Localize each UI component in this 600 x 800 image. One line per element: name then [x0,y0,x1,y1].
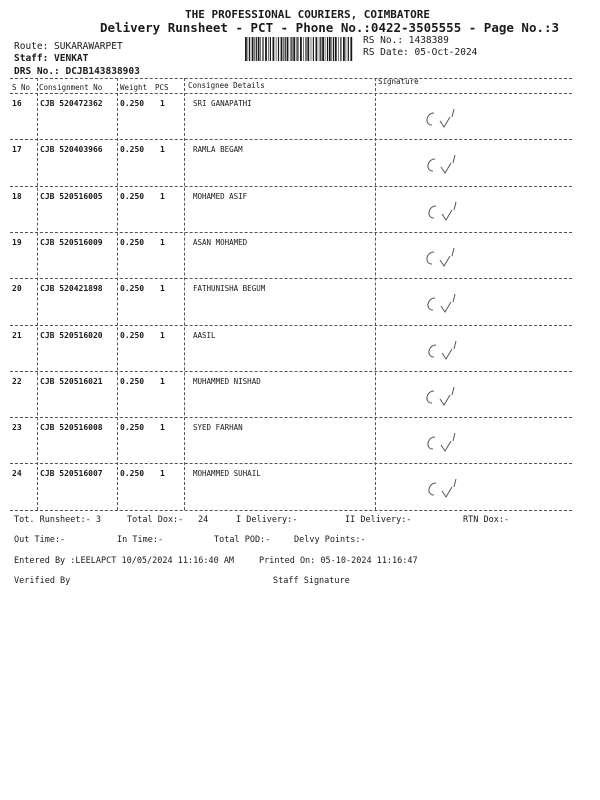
row-consignee: FATHUNISHA BEGUM [193,284,266,293]
row-separator [10,139,572,140]
staff-label: Staff: VENKAT [14,53,89,64]
row-consignment-no: CJB 520403966 [40,145,103,154]
row-weight: 0.250 [120,238,145,247]
row-sno: 21 [12,331,22,340]
col-header-consignment: Consignment No [39,83,103,92]
delvy-points-label: Delvy Points:- [294,535,366,545]
row-pcs: 1 [160,469,165,478]
row-sno: 20 [12,284,22,293]
row-separator [10,186,572,187]
col-divider-4 [375,78,376,510]
row-consignment-no: CJB 520516009 [40,238,103,247]
col-divider-3 [184,78,185,510]
route-label: Route: SUKARAWARPET [14,41,123,52]
row-consignee: MOHAMMED SUHAIL [193,469,261,478]
row-pcs: 1 [160,238,165,247]
row-signature-scribble [423,149,473,179]
row-consignment-no: CJB 520516005 [40,192,103,201]
row-pcs: 1 [160,377,165,386]
row-weight: 0.250 [120,192,145,201]
rs-number: RS No.: 1438389 [363,35,449,46]
table-top-rule [10,78,572,79]
barcode-image [245,37,353,61]
row-signature-scribble [424,473,474,503]
col-header-weight: Weight [120,83,148,92]
row-pcs: 1 [160,423,165,432]
row-separator [10,325,572,326]
rs-date: RS Date: 05-Oct-2024 [363,47,478,58]
row-consignee: MOHAMED ASIF [193,192,248,201]
verified-by-label: Verified By [14,576,71,586]
row-sno: 22 [12,377,22,386]
row-pcs: 1 [160,99,165,108]
row-consignee: MUHAMMED NISHAD [193,377,261,386]
row-sno: 24 [12,469,22,478]
row-weight: 0.250 [120,377,145,386]
row-weight: 0.250 [120,331,145,340]
col-header-signature: Signature [378,77,419,86]
i-delivery-label: I Delivery:- [236,515,298,525]
company-title: THE PROFESSIONAL COURIERS, COIMBATORE [185,8,431,21]
row-separator [10,463,572,464]
row-weight: 0.250 [120,469,145,478]
row-signature-scribble [423,427,473,457]
row-consignment-no: CJB 520516007 [40,469,103,478]
out-time-label: Out Time:- [14,535,66,545]
col-header-sno: S No [12,83,31,92]
row-separator [10,278,572,279]
row-consignee: AASIL [193,331,216,340]
row-consignment-no: CJB 520516020 [40,331,103,340]
drs-number: DRS No.: DCJB143838903 [14,66,140,77]
total-dox-value: 24 [198,515,209,525]
row-consignee: SRI GANAPATHI [193,99,252,108]
col-header-consignee: Consignee Details [188,81,265,90]
total-pod-label: Total POD:- [214,535,271,545]
col-divider-1 [37,78,38,510]
row-sno: 17 [12,145,22,154]
row-signature-scribble [424,335,474,365]
col-divider-2 [117,78,118,510]
header-bottom-rule [10,93,572,94]
row-weight: 0.250 [120,284,145,293]
staff-signature-label: Staff Signature [273,576,350,586]
rtn-dox-label: RTN Dox:- [463,515,510,525]
row-consignment-no: CJB 520421898 [40,284,103,293]
row-signature-scribble [424,196,474,226]
ii-delivery-label: II Delivery:- [345,515,412,525]
row-separator [10,232,572,233]
footer-top-rule [10,510,572,511]
row-sno: 19 [12,238,22,247]
row-signature-scribble [422,103,472,133]
col-header-pcs: PCS [155,83,169,92]
row-sno: 18 [12,192,22,201]
entered-by: Entered By :LEELAPCT 10/05/2024 11:16:40 AM [14,556,235,566]
row-pcs: 1 [160,145,165,154]
row-signature-scribble [423,288,473,318]
in-time-label: In Time:- [117,535,164,545]
row-consignee: ASAN MOHAMED [193,238,248,247]
row-consignee: RAMLA BEGAM [193,145,243,154]
row-consignment-no: CJB 520516021 [40,377,103,386]
row-sno: 23 [12,423,22,432]
row-consignee: SYED FARHAN [193,423,243,432]
tot-runsheet: Tot. Runsheet:- 3 [14,515,101,525]
printed-on: Printed On: 05-10-2024 11:16:47 [259,556,418,566]
row-weight: 0.250 [120,145,145,154]
total-dox-label: Total Dox:- [127,515,184,525]
row-pcs: 1 [160,284,165,293]
row-consignment-no: CJB 520516008 [40,423,103,432]
runsheet-subtitle: Delivery Runsheet - PCT - Phone No.:0422-3505555 - Page No.:3 [100,20,560,35]
row-pcs: 1 [160,331,165,340]
row-pcs: 1 [160,192,165,201]
row-consignment-no: CJB 520472362 [40,99,103,108]
row-weight: 0.250 [120,99,145,108]
row-signature-scribble [422,242,472,272]
row-sno: 16 [12,99,22,108]
row-separator [10,417,572,418]
row-separator [10,371,572,372]
row-weight: 0.250 [120,423,145,432]
row-signature-scribble [422,381,472,411]
